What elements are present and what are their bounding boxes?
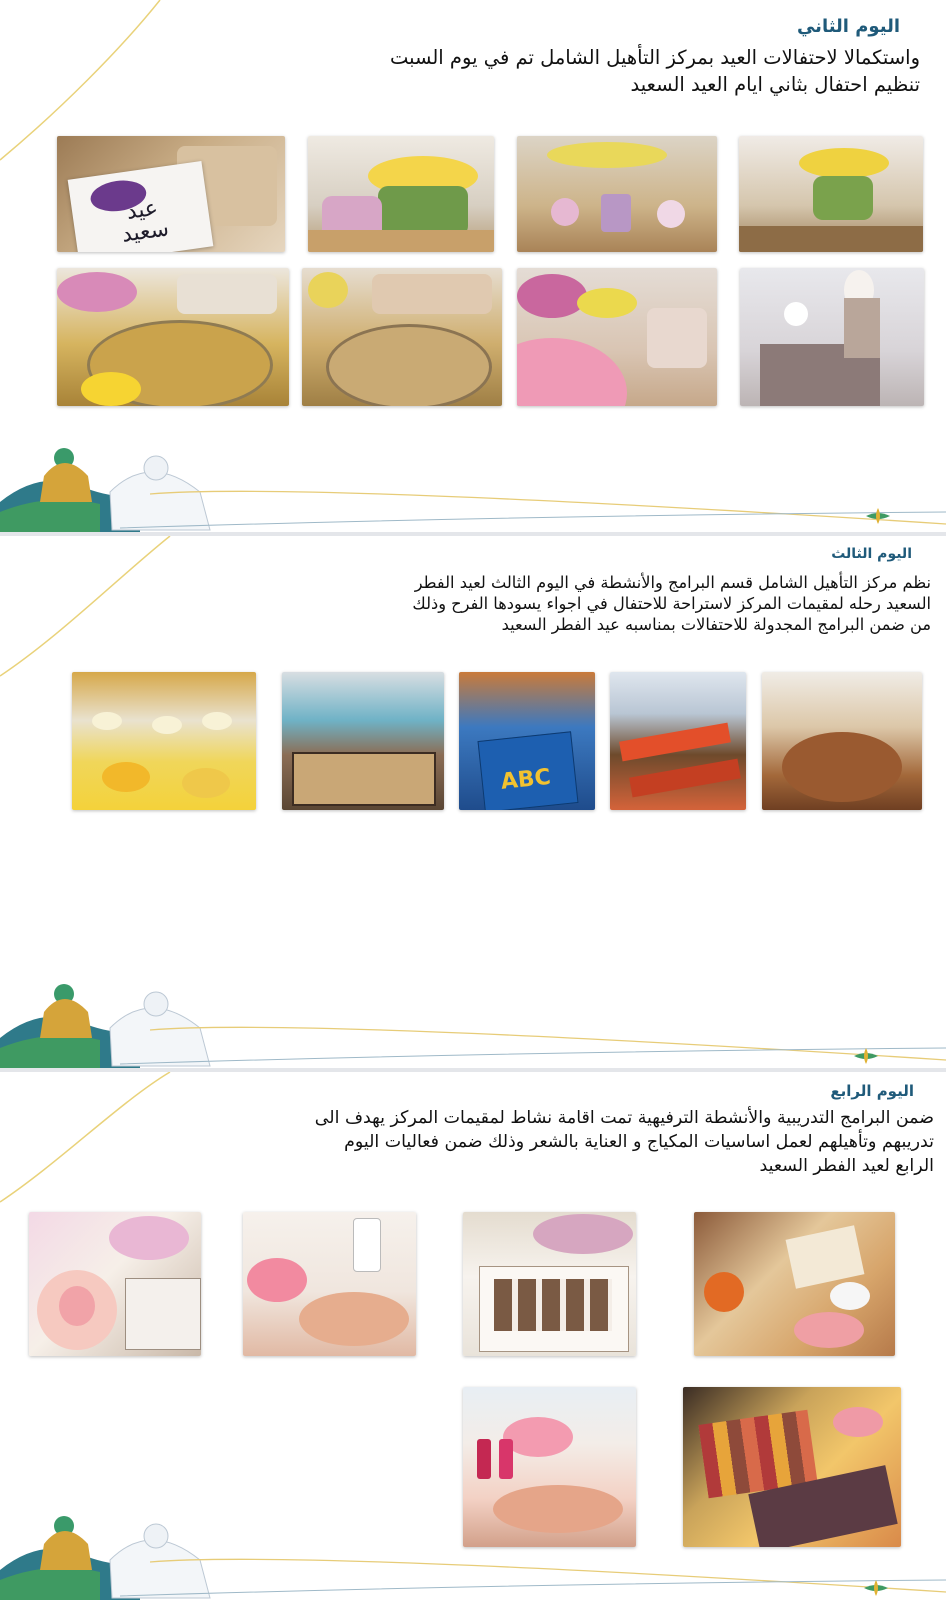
slide-day-four [0, 1072, 946, 1600]
snack-pack-text: ABC [499, 764, 552, 795]
photo-chocolate-bars [610, 672, 746, 810]
photo-sweets-platter [302, 268, 502, 406]
day-two-title: اليوم الثاني [796, 16, 900, 37]
photo-gift-baskets [517, 136, 717, 252]
photo-makeup-palette-roses [694, 1212, 895, 1356]
day-four-description: ضمن البرامج التدريبية والأنشطة الترفيهية تمت اقامة نشاط لمقيمات المركز يهدف الى تدريبهم وتأهيلهم لعمل اساسيات المكياج و العناية بالشعر وذلك ضمن فعاليات اليوم الرابع لعيد الفطر السعيد [314, 1108, 934, 1176]
photo-henna-hand [243, 1212, 416, 1356]
day-three-description: نظم مركز التأهيل الشامل قسم البرامج والأنشطة في اليوم الثالث لعيد الفطر السعيد رحله لمقيمات المركز لاستراحة للاحتفال في اجواء يسودها الفرح وذلك من ضمن البرامج المجدولة للاحتفالات بمناسبه عيد الفطر السعيد [412, 573, 931, 634]
photo-snack-packs [459, 672, 595, 810]
photo-sweets-boxes [463, 1212, 636, 1356]
day-two-description: واستكمالا لاحتفالات العيد بمركز التأهيل الشامل تم في يوم السبت تنظيم احتفال بثاني ايام العيد السعيد [389, 46, 920, 96]
photo-gift-wrap-chocolate [29, 1212, 201, 1356]
logo-star-icon [864, 1580, 888, 1596]
photo-tulips-gift-bags [308, 136, 494, 252]
logo-star-icon [866, 508, 890, 524]
photo-pink-gift-table [517, 268, 717, 406]
photo-eyeshadow-palette [683, 1387, 901, 1547]
logo-star-icon [854, 1048, 878, 1064]
photo-chocolate-tray [57, 268, 289, 406]
photo-tulips-centerpiece [739, 136, 923, 252]
photo-nail-polish-hand [463, 1387, 636, 1547]
photo-eid-card-tray [57, 136, 285, 252]
day-three-title: اليوم الثالث [831, 546, 912, 562]
photo-gift-boxes-room [740, 268, 924, 406]
slide-day-three [0, 536, 946, 1068]
decorative-footer-artwork [0, 978, 946, 1068]
photo-grill-pool [282, 672, 444, 810]
photo-pizza-tray [762, 672, 922, 810]
photo-juice-cups [72, 672, 256, 810]
eid-card-text: عيد سعيد [120, 195, 171, 248]
slide-day-two [0, 0, 946, 532]
day-four-title: اليوم الرابع [830, 1082, 914, 1100]
decorative-footer-artwork [0, 442, 946, 532]
